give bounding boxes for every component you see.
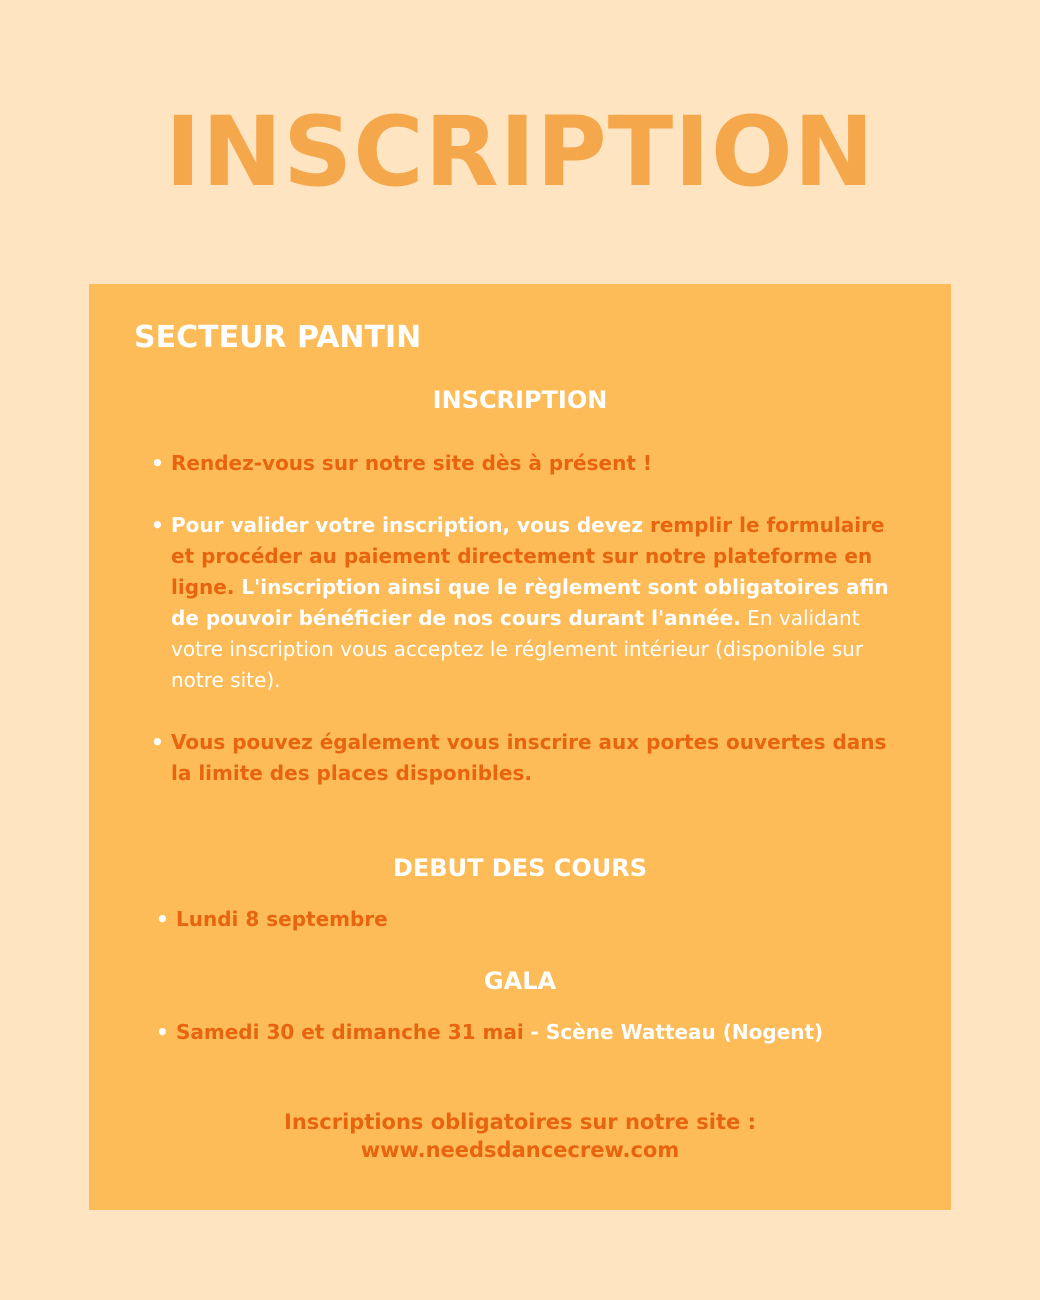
list-item-text: remplir le formulaire et procéder au paiement directement sur notre plateforme en ligne.: [171, 513, 885, 599]
list-item: [151, 727, 891, 789]
inscription-list: [151, 448, 891, 789]
gala-heading: GALA: [483, 967, 557, 995]
page-title: INSCRIPTION: [165, 96, 875, 208]
list-item-text: Samedi 30 et dimanche 31 mai: [176, 1020, 524, 1044]
debut-heading: DEBUT DES COURS: [392, 854, 648, 882]
list-item: [151, 448, 891, 479]
list-item: [151, 510, 891, 696]
bullet-icon: •: [151, 730, 164, 754]
footer-note: [89, 1108, 951, 1164]
bullet-icon: •: [156, 907, 169, 931]
sector-title: SECTEUR PANTIN: [134, 320, 422, 355]
list-item-text: En validant votre inscription vous acceptez le réglement intérieur (disponible sur notre site).: [171, 606, 864, 692]
list-item-text: L'inscription ainsi que le règlement sont obligatoires afin de pouvoir bénéficier de nos cours durant l'année.: [171, 575, 889, 630]
website-link[interactable]: www.needsdancecrew.com: [360, 1138, 680, 1162]
list-item: [156, 904, 916, 935]
bullet-icon: •: [151, 513, 164, 537]
footer-line: Inscriptions obligatoires sur notre site :: [284, 1110, 756, 1134]
list-item-text: -: [523, 1020, 546, 1044]
list-item: [156, 1017, 936, 1048]
list-item-text: Rendez-vous sur notre site dès à présent !: [171, 451, 652, 475]
inscription-heading: INSCRIPTION: [432, 386, 608, 414]
info-panel: [89, 284, 951, 1210]
debut-list: [156, 904, 916, 935]
bullet-icon: •: [156, 1020, 169, 1044]
bullet-icon: •: [151, 451, 164, 475]
list-item-text: Scène Watteau (Nogent): [545, 1020, 824, 1044]
list-item-text: Vous pouvez également vous inscrire aux portes ouvertes dans la limite des places disponibles.: [171, 730, 887, 785]
gala-list: [156, 1017, 936, 1048]
list-item-text: Lundi 8 septembre: [176, 907, 388, 931]
list-item-text: Pour valider votre inscription, vous devez: [171, 513, 650, 537]
